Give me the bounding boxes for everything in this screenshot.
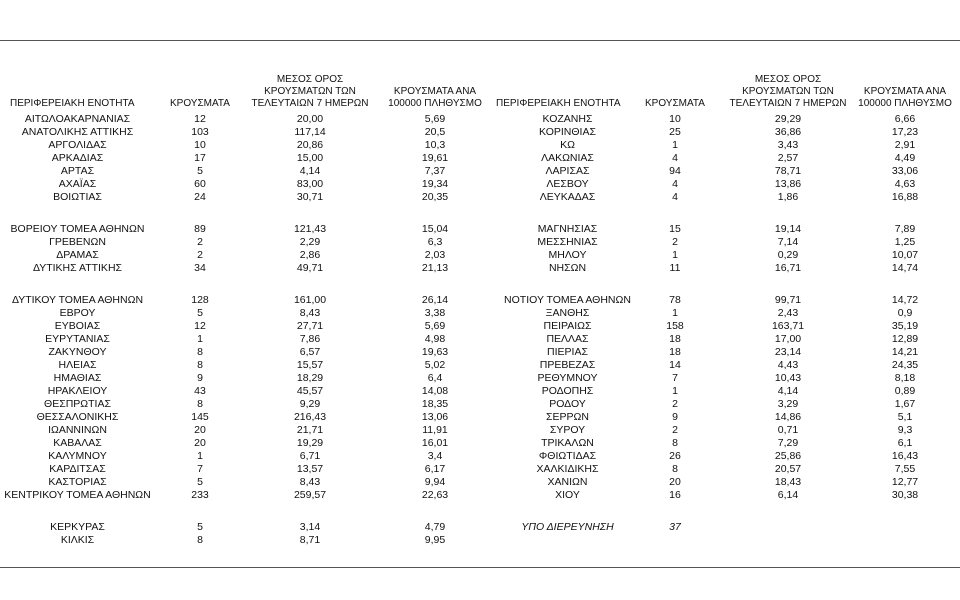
cell-region: ΚΕΝΤΡΙΚΟΥ ΤΟΜΕΑ ΑΘΗΝΩΝ	[4, 489, 151, 501]
cell-per100k: 20,35	[421, 191, 449, 203]
cell-avg: 6,71	[299, 450, 321, 462]
cell-region: ΚΑΣΤΟΡΙΑΣ	[48, 476, 107, 488]
cell-avg: 20,57	[774, 463, 802, 475]
cell-per100k: 9,3	[897, 424, 913, 436]
cell-cases: 2	[197, 249, 203, 261]
cell-cases: 26	[669, 450, 681, 462]
cell-cases: 94	[669, 165, 681, 177]
cell-per100k: 6,1	[897, 437, 913, 449]
cell-per100k: 4,79	[424, 521, 446, 533]
cell-avg: 4,14	[777, 385, 799, 397]
cell-per100k: 2,03	[424, 249, 446, 261]
header-avg-line1: ΜΕΣΟΣ ΟΡΟΣ	[754, 74, 822, 85]
cell-cases: 25	[669, 126, 681, 138]
cell-per100k: 16,88	[891, 191, 919, 203]
cell-avg: 3,43	[777, 139, 799, 151]
cell-cases: 37	[669, 521, 681, 533]
header-avg-line2: ΚΡΟΥΣΜΑΤΩΝ ΤΩΝ	[264, 86, 356, 97]
cell-region: ΠΕΛΛΑΣ	[546, 333, 589, 345]
cell-avg: 10,43	[774, 372, 802, 384]
cell-region: ΠΕΙΡΑΙΩΣ	[543, 320, 592, 332]
cell-avg: 2,29	[299, 236, 321, 248]
cell-cases: 4	[672, 178, 678, 190]
cell-per100k: 6,3	[427, 236, 443, 248]
cell-avg: 121,43	[293, 223, 327, 235]
cell-cases: 4	[672, 152, 678, 164]
cell-cases: 15	[669, 223, 681, 235]
cell-avg: 20,86	[296, 139, 324, 151]
cell-region: ΕΥΡΥΤΑΝΙΑΣ	[45, 333, 110, 345]
cell-per100k: 21,13	[421, 262, 449, 274]
cell-per100k: 9,95	[424, 534, 446, 546]
cell-cases: 1	[672, 385, 678, 397]
cell-region: ΗΜΑΘΙΑΣ	[53, 372, 102, 384]
header-avg-line3: ΤΕΛΕΥΤΑΙΩΝ 7 ΗΜΕΡΩΝ	[729, 98, 847, 109]
cell-cases: 233	[191, 489, 209, 501]
cell-avg: 25,86	[774, 450, 802, 462]
cell-cases: 20	[194, 437, 206, 449]
cell-avg: 19,14	[774, 223, 802, 235]
cell-region: ΣΥΡΟΥ	[549, 424, 586, 436]
cell-per100k: 14,74	[891, 262, 919, 274]
cell-region: ΑΝΑΤΟΛΙΚΗΣ ΑΤΤΙΚΗΣ	[21, 126, 134, 138]
cell-avg: 14,86	[774, 411, 802, 423]
cell-cases: 158	[666, 320, 684, 332]
cell-region: ΥΠΟ ΔΙΕΡΕΥΝΗΣΗ	[521, 521, 614, 533]
cell-avg: 6,57	[299, 346, 321, 358]
cell-region: ΚΑΡΔΙΤΣΑΣ	[49, 463, 106, 475]
cell-cases: 18	[669, 333, 681, 345]
cell-per100k: 4,63	[894, 178, 916, 190]
cell-avg: 3,29	[777, 398, 799, 410]
cell-region: ΠΙΕΡΙΑΣ	[547, 346, 588, 358]
cell-per100k: 35,19	[891, 320, 919, 332]
cell-avg: 0,71	[777, 424, 799, 436]
cell-per100k: 19,63	[421, 346, 449, 358]
cell-cases: 2	[672, 236, 678, 248]
cell-per100k: 6,17	[424, 463, 446, 475]
cell-region: ΘΕΣΣΑΛΟΝΙΚΗΣ	[36, 411, 119, 423]
cell-region: ΑΧΑΪΑΣ	[58, 178, 97, 190]
cell-cases: 89	[194, 223, 206, 235]
cell-per100k: 5,69	[424, 113, 446, 125]
cell-cases: 12	[194, 320, 206, 332]
cell-avg: 216,43	[293, 411, 327, 423]
cell-avg: 27,71	[296, 320, 324, 332]
cell-region: ΒΟΡΕΙΟΥ ΤΟΜΕΑ ΑΘΗΝΩΝ	[10, 223, 145, 235]
cell-avg: 23,14	[774, 346, 802, 358]
cell-region: ΕΥΒΟΙΑΣ	[54, 320, 101, 332]
cell-per100k: 9,94	[424, 476, 446, 488]
bottom-rule	[0, 567, 960, 568]
cell-cases: 1	[197, 333, 203, 345]
cell-avg: 15,57	[296, 359, 324, 371]
cell-cases: 8	[197, 359, 203, 371]
cell-cases: 2	[197, 236, 203, 248]
cell-region: ΡΟΔΟΠΗΣ	[541, 385, 594, 397]
cell-avg: 18,29	[296, 372, 324, 384]
cell-region: ΚΩ	[560, 139, 575, 151]
cell-per100k: 16,01	[421, 437, 449, 449]
header-per-line1: ΚΡΟΥΣΜΑΤΑ ΑΝΑ	[393, 86, 477, 97]
cell-per100k: 33,06	[891, 165, 919, 177]
cell-cases: 14	[669, 359, 681, 371]
cell-cases: 9	[672, 411, 678, 423]
cell-cases: 8	[197, 398, 203, 410]
cell-region: ΡΕΘΥΜΝΟΥ	[537, 372, 598, 384]
cell-cases: 128	[191, 294, 209, 306]
cell-region: ΑΡΓΟΛΙΔΑΣ	[48, 139, 107, 151]
cell-avg: 45,57	[296, 385, 324, 397]
cell-region: ΘΕΣΠΡΩΤΙΑΣ	[44, 398, 111, 410]
cell-region: ΑΙΤΩΛΟΑΚΑΡΝΑΝΙΑΣ	[24, 113, 131, 125]
cell-region: ΜΗΛΟΥ	[548, 249, 587, 261]
cell-per100k: 1,67	[894, 398, 916, 410]
header-avg-line1: ΜΕΣΟΣ ΟΡΟΣ	[276, 74, 344, 85]
cell-per100k: 26,14	[421, 294, 449, 306]
cell-region: ΔΥΤΙΚΗΣ ΑΤΤΙΚΗΣ	[32, 262, 123, 274]
cell-per100k: 30,38	[891, 489, 919, 501]
cell-region: ΝΗΣΩΝ	[548, 262, 587, 274]
cell-per100k: 5,02	[424, 359, 446, 371]
cell-per100k: 0,9	[897, 307, 913, 319]
cell-region: ΚΟΖΑΝΗΣ	[542, 113, 593, 125]
cell-avg: 13,57	[296, 463, 324, 475]
cell-avg: 13,86	[774, 178, 802, 190]
cell-per100k: 16,43	[891, 450, 919, 462]
cell-avg: 8,43	[299, 476, 321, 488]
cell-cases: 1	[672, 139, 678, 151]
header-region-right: ΠΕΡΙΦΕΡΕΙΑΚΗ ΕΝΟΤΗΤΑ	[496, 98, 621, 109]
cell-avg: 3,14	[299, 521, 321, 533]
cell-per100k: 14,08	[421, 385, 449, 397]
cell-per100k: 14,72	[891, 294, 919, 306]
cell-region: ΚΕΡΚΥΡΑΣ	[50, 521, 105, 533]
cell-region: ΕΒΡΟΥ	[59, 307, 96, 319]
cell-cases: 20	[669, 476, 681, 488]
cell-region: ΗΡΑΚΛΕΙΟΥ	[47, 385, 108, 397]
cell-avg: 83,00	[296, 178, 324, 190]
cell-region: ΧΙΟΥ	[555, 489, 580, 501]
cell-region: ΧΑΛΚΙΔΙΚΗΣ	[536, 463, 599, 475]
cell-avg: 2,43	[777, 307, 799, 319]
cell-region: ΛΕΥΚΑΔΑΣ	[539, 191, 596, 203]
cell-avg: 17,00	[774, 333, 802, 345]
cell-cases: 2	[672, 424, 678, 436]
cell-per100k: 1,25	[894, 236, 916, 248]
cell-region: ΔΥΤΙΚΟΥ ΤΟΜΕΑ ΑΘΗΝΩΝ	[11, 294, 144, 306]
cell-region: ΑΡΚΑΔΙΑΣ	[51, 152, 104, 164]
cell-region: ΡΟΔΟΥ	[549, 398, 586, 410]
top-rule	[0, 40, 960, 41]
cell-cases: 60	[194, 178, 206, 190]
cell-per100k: 5,69	[424, 320, 446, 332]
cell-avg: 4,43	[777, 359, 799, 371]
cell-region: ΝΟΤΙΟΥ ΤΟΜΕΑ ΑΘΗΝΩΝ	[504, 294, 631, 306]
cell-avg: 259,57	[293, 489, 327, 501]
cell-region: ΠΡΕΒΕΖΑΣ	[539, 359, 596, 371]
cell-avg: 19,29	[296, 437, 324, 449]
cell-cases: 7	[672, 372, 678, 384]
cell-cases: 1	[672, 307, 678, 319]
cell-per100k: 12,77	[891, 476, 919, 488]
cell-avg: 7,14	[777, 236, 799, 248]
header-per100k-right	[850, 86, 960, 110]
cell-avg: 9,29	[299, 398, 321, 410]
cell-avg: 15,00	[296, 152, 324, 164]
cell-region: ΜΕΣΣΗΝΙΑΣ	[537, 236, 598, 248]
cell-cases: 4	[672, 191, 678, 203]
cell-avg: 36,86	[774, 126, 802, 138]
cell-region: ΛΕΣΒΟΥ	[546, 178, 589, 190]
cell-region: ΚΟΡΙΝΘΙΑΣ	[539, 126, 596, 138]
cell-region: ΚΙΛΚΙΣ	[60, 534, 95, 546]
cell-cases: 10	[669, 113, 681, 125]
header-avg-left	[250, 74, 370, 110]
cell-region: ΔΡΑΜΑΣ	[56, 249, 99, 261]
cell-per100k: 8,18	[894, 372, 916, 384]
cell-cases: 8	[672, 437, 678, 449]
cell-per100k: 24,35	[891, 359, 919, 371]
cell-per100k: 14,21	[891, 346, 919, 358]
cell-avg: 163,71	[771, 320, 805, 332]
cell-per100k: 11,91	[422, 424, 448, 436]
cell-cases: 17	[194, 152, 206, 164]
cell-per100k: 3,38	[424, 307, 446, 319]
cell-cases: 18	[669, 346, 681, 358]
cell-cases: 78	[669, 294, 681, 306]
cell-cases: 103	[191, 126, 209, 138]
cell-cases: 5	[197, 307, 203, 319]
cell-per100k: 19,34	[421, 178, 449, 190]
cell-avg: 30,71	[296, 191, 324, 203]
header-per-line2: 100000 ΠΛΗΘΥΣΜΟ	[858, 98, 952, 109]
cell-per100k: 0,89	[894, 385, 916, 397]
cell-per100k: 7,55	[894, 463, 916, 475]
cell-per100k: 6,66	[894, 113, 916, 125]
cell-per100k: 22,63	[421, 489, 449, 501]
cell-avg: 2,86	[299, 249, 321, 261]
cell-avg: 29,29	[774, 113, 802, 125]
cell-cases: 145	[191, 411, 209, 423]
cell-per100k: 4,98	[424, 333, 446, 345]
cell-cases: 20	[194, 424, 206, 436]
cell-region: ΦΘΙΩΤΙΔΑΣ	[538, 450, 597, 462]
cell-per100k: 5,1	[897, 411, 913, 423]
cell-cases: 2	[672, 398, 678, 410]
cell-region: ΞΑΝΘΗΣ	[545, 307, 590, 319]
header-per-line1: ΚΡΟΥΣΜΑΤΑ ΑΝΑ	[863, 86, 947, 97]
cell-per100k: 7,89	[894, 223, 916, 235]
cell-region: ΜΑΓΝΗΣΙΑΣ	[537, 223, 598, 235]
cell-region: ΒΟΙΩΤΙΑΣ	[53, 191, 102, 203]
cell-region: ΣΕΡΡΩΝ	[546, 411, 589, 423]
cell-cases: 5	[197, 476, 203, 488]
cell-region: ΙΩΑΝΝΙΝΩΝ	[48, 424, 107, 436]
cell-avg: 16,71	[774, 262, 802, 274]
cell-region: ΚΑΒΑΛΑΣ	[53, 437, 102, 449]
cell-cases: 8	[672, 463, 678, 475]
cell-avg: 7,29	[777, 437, 799, 449]
cell-per100k: 3,4	[427, 450, 443, 462]
cell-avg: 161,00	[293, 294, 327, 306]
cell-region: ΓΡΕΒΕΝΩΝ	[49, 236, 106, 248]
cell-cases: 8	[197, 534, 203, 546]
cell-avg: 20,00	[296, 113, 324, 125]
cell-per100k: 12,89	[891, 333, 919, 345]
header-region-left: ΠΕΡΙΦΕΡΕΙΑΚΗ ΕΝΟΤΗΤΑ	[10, 98, 135, 109]
cell-per100k: 13,06	[421, 411, 449, 423]
cell-region: ΖΑΚΥΝΘΟΥ	[48, 346, 107, 358]
cell-per100k: 6,4	[427, 372, 443, 384]
cell-cases: 7	[197, 463, 203, 475]
cell-per100k: 10,07	[891, 249, 919, 261]
cell-region: ΑΡΤΑΣ	[60, 165, 95, 177]
cell-region: ΚΑΛΥΜΝΟΥ	[48, 450, 107, 462]
header-avg-line2: ΚΡΟΥΣΜΑΤΩΝ ΤΩΝ	[742, 86, 834, 97]
cell-avg: 2,57	[777, 152, 799, 164]
cell-per100k: 18,35	[421, 398, 449, 410]
cell-region: ΛΑΚΩΝΙΑΣ	[541, 152, 594, 164]
header-cases-right: ΚΡΟΥΣΜΑΤΑ	[645, 98, 705, 109]
cell-cases: 43	[194, 385, 206, 397]
cell-cases: 11	[669, 262, 681, 274]
cell-region: ΛΑΡΙΣΑΣ	[545, 165, 590, 177]
cell-per100k: 17,23	[891, 126, 919, 138]
header-avg-right	[728, 74, 848, 110]
header-cases-left: ΚΡΟΥΣΜΑΤΑ	[170, 98, 230, 109]
cell-avg: 49,71	[296, 262, 324, 274]
cell-avg: 8,71	[299, 534, 321, 546]
header-per100k-left	[380, 86, 490, 110]
cell-cases: 1	[672, 249, 678, 261]
header-avg-line3: ΤΕΛΕΥΤΑΙΩΝ 7 ΗΜΕΡΩΝ	[251, 98, 369, 109]
cell-per100k: 7,37	[424, 165, 446, 177]
cell-avg: 4,14	[299, 165, 321, 177]
cell-avg: 8,43	[299, 307, 321, 319]
cell-cases: 8	[197, 346, 203, 358]
cell-avg: 1,86	[777, 191, 799, 203]
cell-region: ΤΡΙΚΑΛΩΝ	[541, 437, 594, 449]
header-per-line2: 100000 ΠΛΗΘΥΣΜΟ	[388, 98, 482, 109]
cell-avg: 7,86	[299, 333, 321, 345]
cell-per100k: 10,3	[424, 139, 446, 151]
cell-cases: 12	[194, 113, 206, 125]
cell-avg: 78,71	[774, 165, 802, 177]
cell-avg: 6,14	[777, 489, 799, 501]
cell-cases: 24	[194, 191, 206, 203]
cell-per100k: 4,49	[894, 152, 916, 164]
cell-per100k: 19,61	[421, 152, 449, 164]
cell-per100k: 15,04	[421, 223, 449, 235]
cell-cases: 5	[197, 165, 203, 177]
cell-cases: 16	[669, 489, 681, 501]
cell-cases: 34	[194, 262, 206, 274]
cell-region: ΧΑΝΙΩΝ	[547, 476, 588, 488]
cell-avg: 0,29	[777, 249, 799, 261]
cell-per100k: 2,91	[894, 139, 916, 151]
cell-avg: 99,71	[774, 294, 802, 306]
cell-per100k: 20,5	[424, 126, 446, 138]
cell-cases: 10	[194, 139, 206, 151]
cell-region: ΗΛΕΙΑΣ	[58, 359, 97, 371]
cell-avg: 117,14	[294, 126, 326, 138]
cell-cases: 9	[197, 372, 203, 384]
cell-cases: 1	[197, 450, 203, 462]
cell-cases: 5	[197, 521, 203, 533]
cell-avg: 21,71	[296, 424, 324, 436]
cell-avg: 18,43	[774, 476, 802, 488]
